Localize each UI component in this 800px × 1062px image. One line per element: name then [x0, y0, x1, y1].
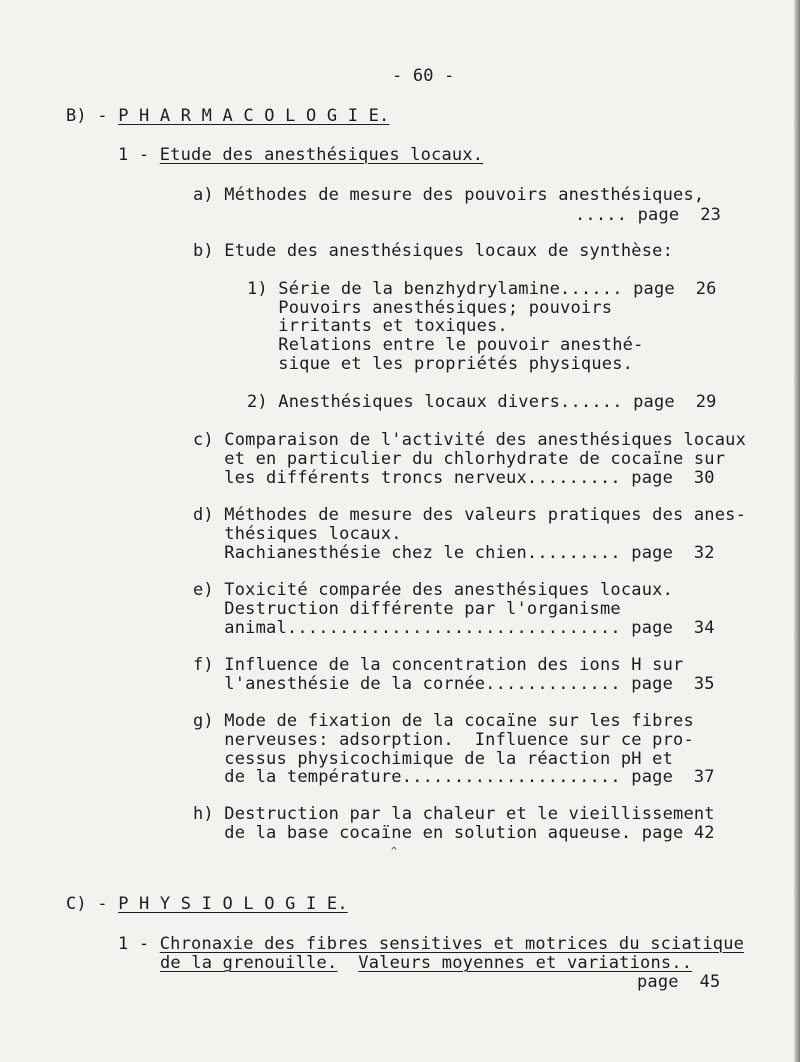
section-b-prefix: B) -: [66, 106, 119, 126]
section-c-title: P H Y S I O L O G I E.: [118, 894, 348, 914]
section-b-title: P H A R M A C O L O G I E.: [118, 106, 390, 126]
entry-b1-line1: 1) Série de la benzhydrylamine...... page 26: [247, 279, 717, 299]
entry-b-line1: b) Etude des anesthésiques locaux de synthèse:: [193, 241, 674, 261]
entry-c-line3: les différents troncs nerveux......... page 30: [193, 468, 715, 488]
item-b1-prefix: 1 -: [118, 145, 160, 165]
entry-c-line1: c) Comparaison de l'activité des anesthésiques locaux: [193, 430, 747, 450]
page-edge: [794, 0, 800, 1062]
entry-b1-line5: sique et les propriétés physiques.: [247, 354, 634, 374]
entry-g-line2: nerveuses: adsorption. Influence sur ce pro-: [193, 730, 694, 750]
section-c-prefix: C) -: [66, 894, 119, 914]
entry-c-line2: et en particulier du chlorhydrate de cocaïne sur: [193, 449, 726, 469]
item-c1-line1: [118, 934, 744, 954]
item-c1-line2a: de la grenouille.: [160, 953, 338, 973]
item-c1-line2b: Valeurs moyennes et variations..: [358, 953, 693, 973]
entry-b2: 2) Anesthésiques locaux divers...... page 29: [247, 392, 717, 412]
ink-mark: ^: [391, 846, 398, 857]
entry-f-line1: f) Influence de la concentration des ions H sur: [193, 655, 684, 675]
entry-e-line1: e) Toxicité comparée des anesthésiques locaux.: [193, 580, 674, 600]
entry-g-line4: de la température..................... page 37: [193, 767, 715, 787]
entry-h-line2: de la base cocaïne en solution aqueuse. page 42: [193, 823, 715, 843]
entry-d-line2: thésiques locaux.: [193, 524, 402, 544]
entry-d-line3: Rachianesthésie chez le chien......... page 32: [193, 543, 715, 563]
entry-a-line1: a) Méthodes de mesure des pouvoirs anesthésiques,: [193, 185, 705, 205]
entry-e-line3: animal................................ page 34: [193, 618, 715, 638]
item-c1-line2: [160, 953, 692, 973]
entry-e-line2: Destruction différente par l'organisme: [193, 599, 621, 619]
entry-g-line3: cessus physicochimique de la réaction pH et: [193, 749, 674, 769]
section-c-heading: [66, 894, 348, 914]
page-number: - 60 -: [392, 66, 455, 86]
item-c1-line3: page 45: [637, 972, 721, 992]
item-b1-title: Etude des anesthésiques locaux.: [159, 145, 484, 165]
entry-a-line2: ..... page 23: [575, 205, 722, 225]
entry-b1-line4: Relations entre le pouvoir anesthé-: [247, 335, 644, 355]
entry-b1-line2: Pouvoirs anesthésiques; pouvoirs: [247, 298, 613, 318]
entry-b1-line3: irritants et toxiques.: [247, 316, 508, 336]
entry-f-line2: l'anesthésie de la cornée............. page 35: [193, 674, 715, 694]
item-b1-heading: [118, 145, 483, 165]
item-c1-title: Chronaxie des fibres sensitives et motrices du sciatique: [159, 934, 745, 954]
item-c1-prefix: 1 -: [118, 934, 160, 954]
entry-g-line1: g) Mode de fixation de la cocaïne sur les fibres: [193, 711, 694, 731]
entry-h-line1: h) Destruction par la chaleur et le vieillissement: [193, 804, 715, 824]
entry-d-line1: d) Méthodes de mesure des valeurs pratiques des anes-: [193, 505, 747, 525]
section-b-heading: [66, 106, 390, 126]
